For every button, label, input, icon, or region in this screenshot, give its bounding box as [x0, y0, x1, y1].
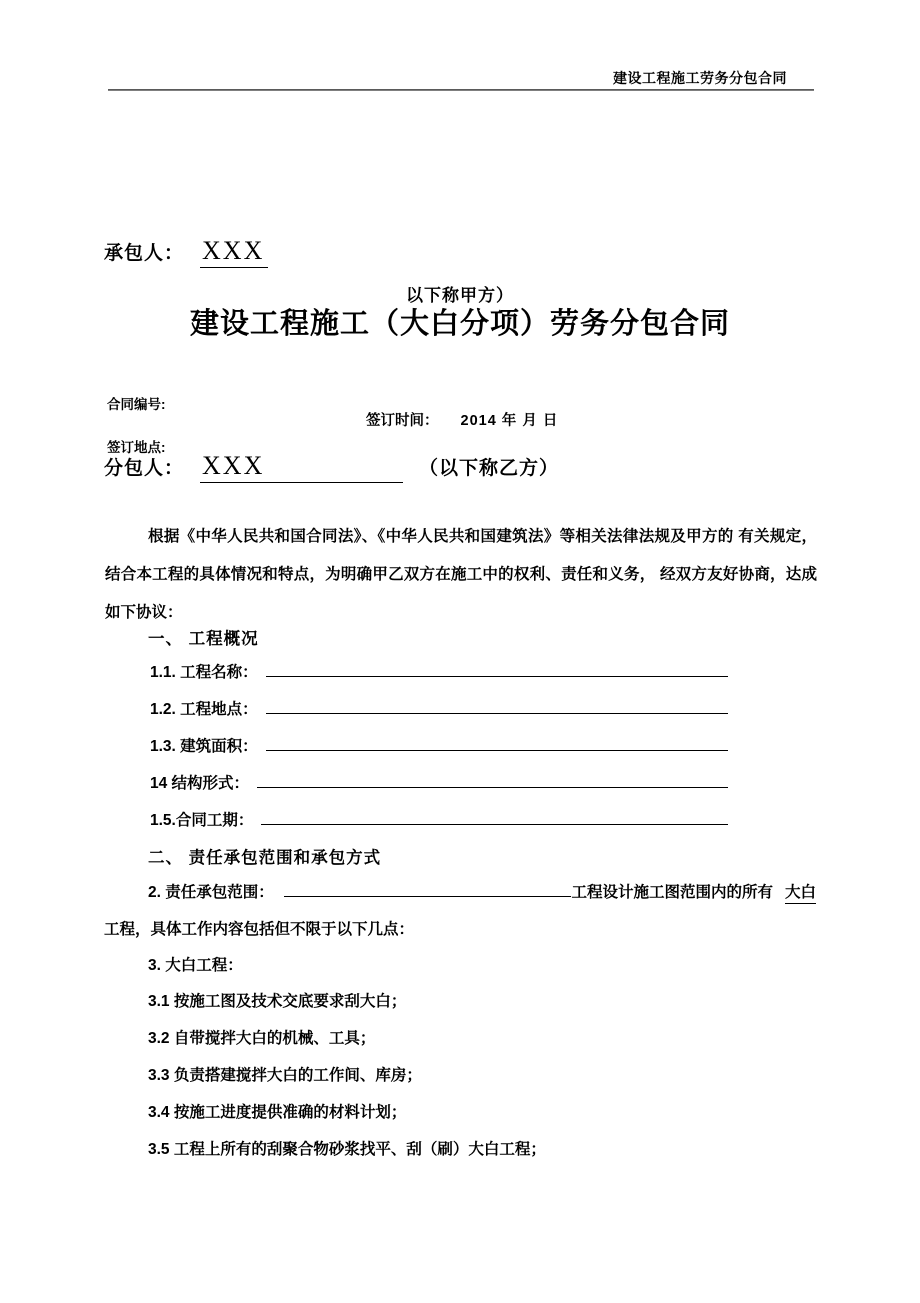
- field-row-project-name: [150, 660, 728, 682]
- contractor-line: [104, 236, 268, 268]
- signing-time-label: 签订时间：: [366, 413, 439, 429]
- list-item-3-3: 3.3 负责搭建搅拌大白的工作间、库房；: [148, 1067, 422, 1084]
- field-label: 14 结构形式：: [150, 775, 250, 792]
- party-a-note: 以下称甲方）: [406, 286, 514, 305]
- field-blank-line: [266, 662, 728, 678]
- scope-continuation: 工程，具体工作内容包括但不限于以下几点：: [104, 921, 415, 938]
- field-blank-line: [266, 699, 728, 715]
- preamble-paragraph: 根据《中华人民共和国合同法》、《中华人民共和国建筑法》等相关法律法规及甲方的 有关规定，结合本工程的具体情况和特点，为明确甲乙双方在施工中的权利、责任和义务， 经双方友好协商，达成如下协议：: [105, 528, 817, 621]
- scope-text: 工程设计施工图范围内的所有: [571, 884, 773, 901]
- signing-time-line: [366, 409, 558, 430]
- field-blank-line: [261, 810, 728, 826]
- section-one-heading: 一、 工程概况: [148, 630, 259, 648]
- field-row-structure-type: [150, 771, 728, 793]
- field-blank-line: [266, 736, 728, 752]
- field-row-building-area: [150, 734, 728, 756]
- signing-place-label: 签订地点:: [107, 440, 166, 455]
- party-b-note: （以下称乙方）: [419, 458, 560, 479]
- list-item-3-1: 3.1 按施工图及技术交底要求刮大白；: [148, 993, 407, 1010]
- field-label: 1.2. 工程地点：: [150, 701, 258, 718]
- section-two-heading: 二、 责任承包范围和承包方式: [148, 849, 382, 867]
- field-label: 1.5.合同工期：: [150, 812, 254, 829]
- scope-line: [148, 880, 816, 904]
- field-label: 1.1. 工程名称：: [150, 664, 258, 681]
- signing-time-value: 2014 年 月 日: [460, 413, 559, 429]
- subcontractor-label: 分包人：: [104, 458, 185, 479]
- contractor-label: 承包人：: [104, 243, 185, 264]
- list-item-3-4: 3.4 按施工进度提供准确的材料计划；: [148, 1104, 407, 1121]
- list-item-3-5: 3.5 工程上所有的刮聚合物砂浆找平、刮（刷）大白工程；: [148, 1141, 546, 1158]
- field-label: 1.3. 建筑面积：: [150, 738, 258, 755]
- header-rule: [108, 89, 814, 91]
- page-header-title: 建设工程施工劳务分包合同: [613, 70, 787, 86]
- scope-emphasis: 大白: [785, 880, 816, 904]
- contractor-value: XXX: [200, 236, 268, 268]
- field-row-project-location: [150, 697, 728, 719]
- list-item-3-2: 3.2 自带搅拌大白的机械、工具；: [148, 1030, 376, 1047]
- main-title: 建设工程施工（大白分项）劳务分包合同: [189, 308, 730, 340]
- subcontractor-line: [104, 451, 559, 483]
- field-row-contract-period: [150, 808, 728, 830]
- subcontractor-value: XXX: [200, 451, 403, 483]
- scope-blank-line: [284, 882, 572, 898]
- scope-label: 2. 责任承包范围：: [148, 884, 274, 901]
- field-blank-line: [257, 773, 728, 789]
- contract-no-label: 合同编号:: [107, 397, 166, 412]
- subsection-heading: 3. 大白工程：: [148, 957, 243, 974]
